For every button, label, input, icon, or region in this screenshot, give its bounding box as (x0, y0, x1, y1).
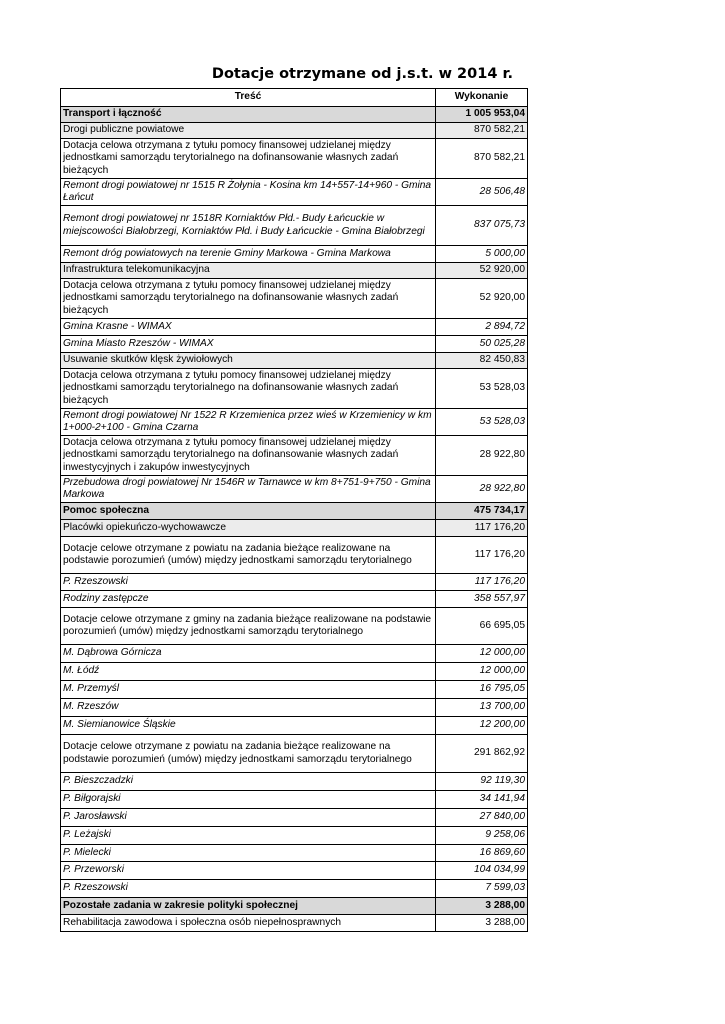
row-description: Dotacje celowe otrzymane z gminy na zadania bieżące realizowane na podstawie porozumień (umów) między jednostkami samorządu terytorialnego (61, 608, 436, 645)
section-row (61, 107, 528, 123)
row-description: Dotacje celowe otrzymane z powiatu na zadania bieżące realizowane na podstawie porozumień (umów) między jednostkami samorządu terytorialnego (61, 537, 436, 574)
row-amount: 50 025,28 (436, 336, 528, 353)
row-description: Dotacja celowa otrzymana z tytułu pomocy finansowej udzielanej między jednostkami samorządu terytorialnego na dofinansowanie własnych zadań bieżących (61, 369, 436, 409)
table-row (61, 862, 528, 880)
row-description: Gmina Krasne - WIMAX (61, 319, 436, 336)
row-description: Rodziny zastępcze (61, 591, 436, 608)
row-description: Remont dróg powiatowych na terenie Gminy Markowa - Gmina Markowa (61, 246, 436, 263)
row-description: P. Rzeszowski (61, 880, 436, 898)
group-row (61, 263, 528, 279)
table-row (61, 591, 528, 608)
table-row (61, 279, 528, 319)
row-description: Usuwanie skutków klęsk żywiołowych (61, 353, 436, 369)
row-amount: 837 075,73 (436, 206, 528, 246)
row-description: Transport i łączność (61, 107, 436, 123)
row-description: P. Leżajski (61, 827, 436, 845)
row-amount: 291 862,92 (436, 735, 528, 773)
row-description: Pozostałe zadania w zakresie polityki społecznej (61, 898, 436, 915)
row-description: Drogi publiczne powiatowe (61, 123, 436, 139)
table-row (61, 139, 528, 179)
table-row (61, 827, 528, 845)
row-description: M. Łódź (61, 663, 436, 681)
row-amount: 53 528,03 (436, 369, 528, 409)
row-amount: 12 200,00 (436, 717, 528, 735)
column-header-value: Wykonanie (436, 89, 528, 107)
row-description: M. Przemyśl (61, 681, 436, 699)
table-row (61, 476, 528, 503)
page-title: Dotacje otrzymane od j.s.t. w 2014 r. (211, 66, 514, 82)
table-row (61, 880, 528, 898)
row-amount: 117 176,20 (436, 520, 528, 537)
table-row (61, 845, 528, 862)
row-amount: 16 795,05 (436, 681, 528, 699)
row-description: M. Siemianowice Śląskie (61, 717, 436, 735)
row-amount: 117 176,20 (436, 537, 528, 574)
row-description: Infrastruktura telekomunikacyjna (61, 263, 436, 279)
table-row (61, 809, 528, 827)
row-description: P. Rzeszowski (61, 574, 436, 591)
table-row (61, 791, 528, 809)
row-amount: 9 258,06 (436, 827, 528, 845)
table-row (61, 608, 528, 645)
table-row (61, 246, 528, 263)
row-amount: 66 695,05 (436, 608, 528, 645)
row-amount: 358 557,97 (436, 591, 528, 608)
table-row (61, 336, 528, 353)
row-amount: 28 506,48 (436, 179, 528, 206)
table-row (61, 717, 528, 735)
row-amount: 27 840,00 (436, 809, 528, 827)
row-amount: 28 922,80 (436, 476, 528, 503)
table-row (61, 773, 528, 791)
section-row (61, 898, 528, 915)
group-row (61, 123, 528, 139)
row-description: Pomoc społeczna (61, 503, 436, 520)
row-amount: 1 005 953,04 (436, 107, 528, 123)
table-row (61, 179, 528, 206)
row-description: M. Rzeszów (61, 699, 436, 717)
grants-table (60, 88, 528, 932)
table-row (61, 645, 528, 663)
row-amount: 82 450,83 (436, 353, 528, 369)
group-row (61, 353, 528, 369)
row-amount: 104 034,99 (436, 862, 528, 880)
row-amount: 92 119,30 (436, 773, 528, 791)
row-amount: 16 869,60 (436, 845, 528, 862)
row-description: M. Dąbrowa Górnicza (61, 645, 436, 663)
row-amount: 7 599,03 (436, 880, 528, 898)
row-amount: 475 734,17 (436, 503, 528, 520)
table-header-row (61, 89, 528, 107)
table-row (61, 206, 528, 246)
table-row (61, 915, 528, 932)
row-description: Remont drogi powiatowej nr 1518R Korniaktów Płd.- Budy Łańcuckie w miejscowości Białobrzegi, Korniaktów Płd. i Budy Łańcuckie - Gmina Białobrzegi (61, 206, 436, 246)
table-row (61, 409, 528, 436)
row-amount: 870 582,21 (436, 123, 528, 139)
table-row (61, 369, 528, 409)
row-description: Remont drogi powiatowej nr 1515 R Żołynia - Kosina km 14+557-14+960 - Gmina Łańcut (61, 179, 436, 206)
row-description: Dotacja celowa otrzymana z tytułu pomocy finansowej udzielanej między jednostkami samorządu terytorialnego na dofinansowanie własnych zadań bieżących (61, 139, 436, 179)
row-amount: 53 528,03 (436, 409, 528, 436)
row-amount: 34 141,94 (436, 791, 528, 809)
row-amount: 12 000,00 (436, 645, 528, 663)
table-row (61, 537, 528, 574)
section-row (61, 503, 528, 520)
row-description: Rehabilitacja zawodowa i społeczna osób niepełnosprawnych (61, 915, 436, 932)
row-amount: 3 288,00 (436, 898, 528, 915)
row-description: P. Mielecki (61, 845, 436, 862)
row-amount: 5 000,00 (436, 246, 528, 263)
row-amount: 2 894,72 (436, 319, 528, 336)
column-header-description: Treść (61, 89, 436, 107)
row-description: Dotacja celowa otrzymana z tytułu pomocy finansowej udzielanej między jednostkami samorządu terytorialnego na dofinansowanie własnych zadań bieżących (61, 279, 436, 319)
row-description: Dotacja celowa otrzymana z tytułu pomocy finansowej udzielanej między jednostkami samorządu terytorialnego na dofinansowanie własnych zadań inwestycyjnych i zakupów inwestycyjnych (61, 436, 436, 476)
row-description: P. Biłgorajski (61, 791, 436, 809)
table-row (61, 319, 528, 336)
group-row (61, 520, 528, 537)
row-description: Remont drogi powiatowej Nr 1522 R Krzemienica przez wieś w Krzemienicy w km 1+000-2+100 - Gmina Czarna (61, 409, 436, 436)
row-amount: 3 288,00 (436, 915, 528, 932)
row-amount: 13 700,00 (436, 699, 528, 717)
row-amount: 52 920,00 (436, 263, 528, 279)
row-description: Przebudowa drogi powiatowej Nr 1546R w Tarnawce w km 8+751-9+750 - Gmina Markowa (61, 476, 436, 503)
table-row (61, 663, 528, 681)
table-row (61, 735, 528, 773)
row-description: P. Bieszczadzki (61, 773, 436, 791)
table-row (61, 574, 528, 591)
row-amount: 117 176,20 (436, 574, 528, 591)
table-row (61, 436, 528, 476)
row-amount: 870 582,21 (436, 139, 528, 179)
row-description: Placówki opiekuńczo-wychowawcze (61, 520, 436, 537)
row-amount: 12 000,00 (436, 663, 528, 681)
row-amount: 52 920,00 (436, 279, 528, 319)
table-row (61, 699, 528, 717)
row-description: P. Przeworski (61, 862, 436, 880)
row-description: Dotacje celowe otrzymane z powiatu na zadania bieżące realizowane na podstawie porozumień (umów) między jednostkami samorządu terytorialnego (61, 735, 436, 773)
row-description: Gmina Miasto Rzeszów - WIMAX (61, 336, 436, 353)
table-row (61, 681, 528, 699)
row-description: P. Jarosławski (61, 809, 436, 827)
row-amount: 28 922,80 (436, 436, 528, 476)
